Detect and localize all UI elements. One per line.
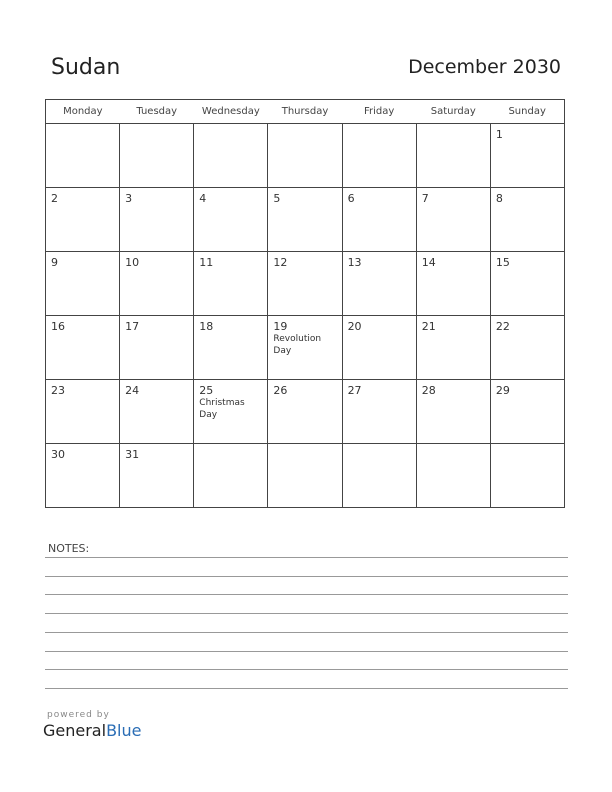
day-cell[interactable]: [490, 188, 564, 252]
brand-name-part2: Blue: [106, 721, 142, 740]
day-number: 15: [495, 256, 510, 269]
week-row: [46, 252, 565, 316]
week-row: [46, 188, 565, 252]
day-cell[interactable]: [490, 124, 564, 188]
day-cell[interactable]: [342, 316, 416, 380]
day-number: 1: [495, 128, 503, 141]
holiday-label: Christmas Day: [199, 398, 245, 420]
day-cell[interactable]: [342, 188, 416, 252]
notes-label: NOTES:: [48, 542, 90, 555]
day-number: 21: [421, 320, 436, 333]
day-cell[interactable]: [416, 188, 490, 252]
day-cell[interactable]: [46, 252, 120, 316]
day-cell[interactable]: [120, 444, 194, 508]
day-number: 26: [273, 384, 288, 397]
note-line: [45, 688, 568, 689]
day-cell[interactable]: [120, 316, 194, 380]
brand-name-part1: General: [43, 721, 107, 740]
weekday-header: Friday: [342, 100, 416, 124]
day-number: 27: [347, 384, 362, 397]
note-line: [45, 613, 568, 614]
day-cell[interactable]: [120, 380, 194, 444]
day-number: 13: [347, 256, 362, 269]
weekday-header-row: [46, 100, 565, 124]
day-cell[interactable]: [46, 444, 120, 508]
powered-by-text: powered by: [47, 710, 110, 720]
weekday-header: Monday: [46, 100, 120, 124]
day-cell[interactable]: [268, 316, 342, 380]
week-row: [46, 380, 565, 444]
day-cell[interactable]: [268, 444, 342, 508]
day-number: 17: [125, 320, 140, 333]
day-cell[interactable]: [490, 316, 564, 380]
day-cell[interactable]: [342, 380, 416, 444]
note-line: [45, 576, 568, 577]
day-number: 8: [495, 192, 503, 205]
weekday-header: Thursday: [268, 100, 342, 124]
day-number: 11: [199, 256, 214, 269]
day-cell[interactable]: [46, 380, 120, 444]
day-number: 9: [51, 256, 58, 269]
day-number: 20: [347, 320, 362, 333]
day-number: 28: [421, 384, 436, 397]
note-line: [45, 632, 568, 633]
day-cell[interactable]: [120, 188, 194, 252]
day-cell[interactable]: [46, 188, 120, 252]
day-cell[interactable]: [342, 124, 416, 188]
day-cell[interactable]: [194, 188, 268, 252]
calendar-grid: [45, 99, 565, 508]
day-cell[interactable]: [120, 124, 194, 188]
day-number: 2: [51, 192, 58, 205]
day-cell[interactable]: [268, 124, 342, 188]
day-cell[interactable]: [194, 444, 268, 508]
holiday-label: Revolution Day: [273, 334, 322, 356]
day-cell[interactable]: [490, 252, 564, 316]
day-cell[interactable]: [416, 316, 490, 380]
day-number: 19: [273, 320, 288, 333]
day-number: 23: [51, 384, 65, 397]
day-cell[interactable]: [268, 252, 342, 316]
day-number: 10: [125, 256, 140, 269]
day-cell[interactable]: [268, 380, 342, 444]
week-row: [46, 316, 565, 380]
day-number: 6: [347, 192, 355, 205]
day-number: 5: [273, 192, 281, 205]
day-number: 18: [199, 320, 214, 333]
week-row: [46, 124, 565, 188]
day-cell[interactable]: [416, 124, 490, 188]
day-number: 16: [51, 320, 65, 333]
day-cell[interactable]: [194, 380, 268, 444]
day-cell[interactable]: [490, 380, 564, 444]
day-cell[interactable]: [46, 316, 120, 380]
note-line: [45, 669, 568, 670]
day-cell[interactable]: [194, 316, 268, 380]
month-title: December 2030: [408, 56, 561, 78]
note-line: [45, 557, 568, 558]
country-title: Sudan: [51, 55, 121, 80]
day-cell[interactable]: [120, 252, 194, 316]
note-line: [45, 651, 568, 652]
day-cell[interactable]: [342, 252, 416, 316]
weekday-header: Wednesday: [194, 100, 268, 124]
day-number: 29: [495, 384, 510, 397]
weekday-header: Tuesday: [120, 100, 194, 124]
day-number: 31: [125, 448, 140, 461]
day-cell[interactable]: [342, 444, 416, 508]
day-number: 4: [199, 192, 207, 205]
day-number: 12: [273, 256, 288, 269]
day-cell[interactable]: [268, 188, 342, 252]
day-number: 24: [125, 384, 140, 397]
day-number: 7: [421, 192, 429, 205]
day-cell[interactable]: [490, 444, 564, 508]
day-cell[interactable]: [416, 380, 490, 444]
day-number: 25: [199, 384, 214, 397]
week-row: [46, 444, 565, 508]
day-cell[interactable]: [194, 252, 268, 316]
day-number: 30: [51, 448, 65, 461]
weekday-header: Sunday: [490, 100, 564, 124]
brand-logo[interactable]: [43, 721, 141, 740]
day-cell[interactable]: [416, 444, 490, 508]
note-line: [45, 594, 568, 595]
day-cell[interactable]: [194, 124, 268, 188]
day-cell[interactable]: [46, 124, 120, 188]
day-number: 14: [421, 256, 436, 269]
weekday-header: Saturday: [416, 100, 490, 124]
day-number: 22: [495, 320, 510, 333]
day-cell[interactable]: [416, 252, 490, 316]
day-number: 3: [125, 192, 133, 205]
